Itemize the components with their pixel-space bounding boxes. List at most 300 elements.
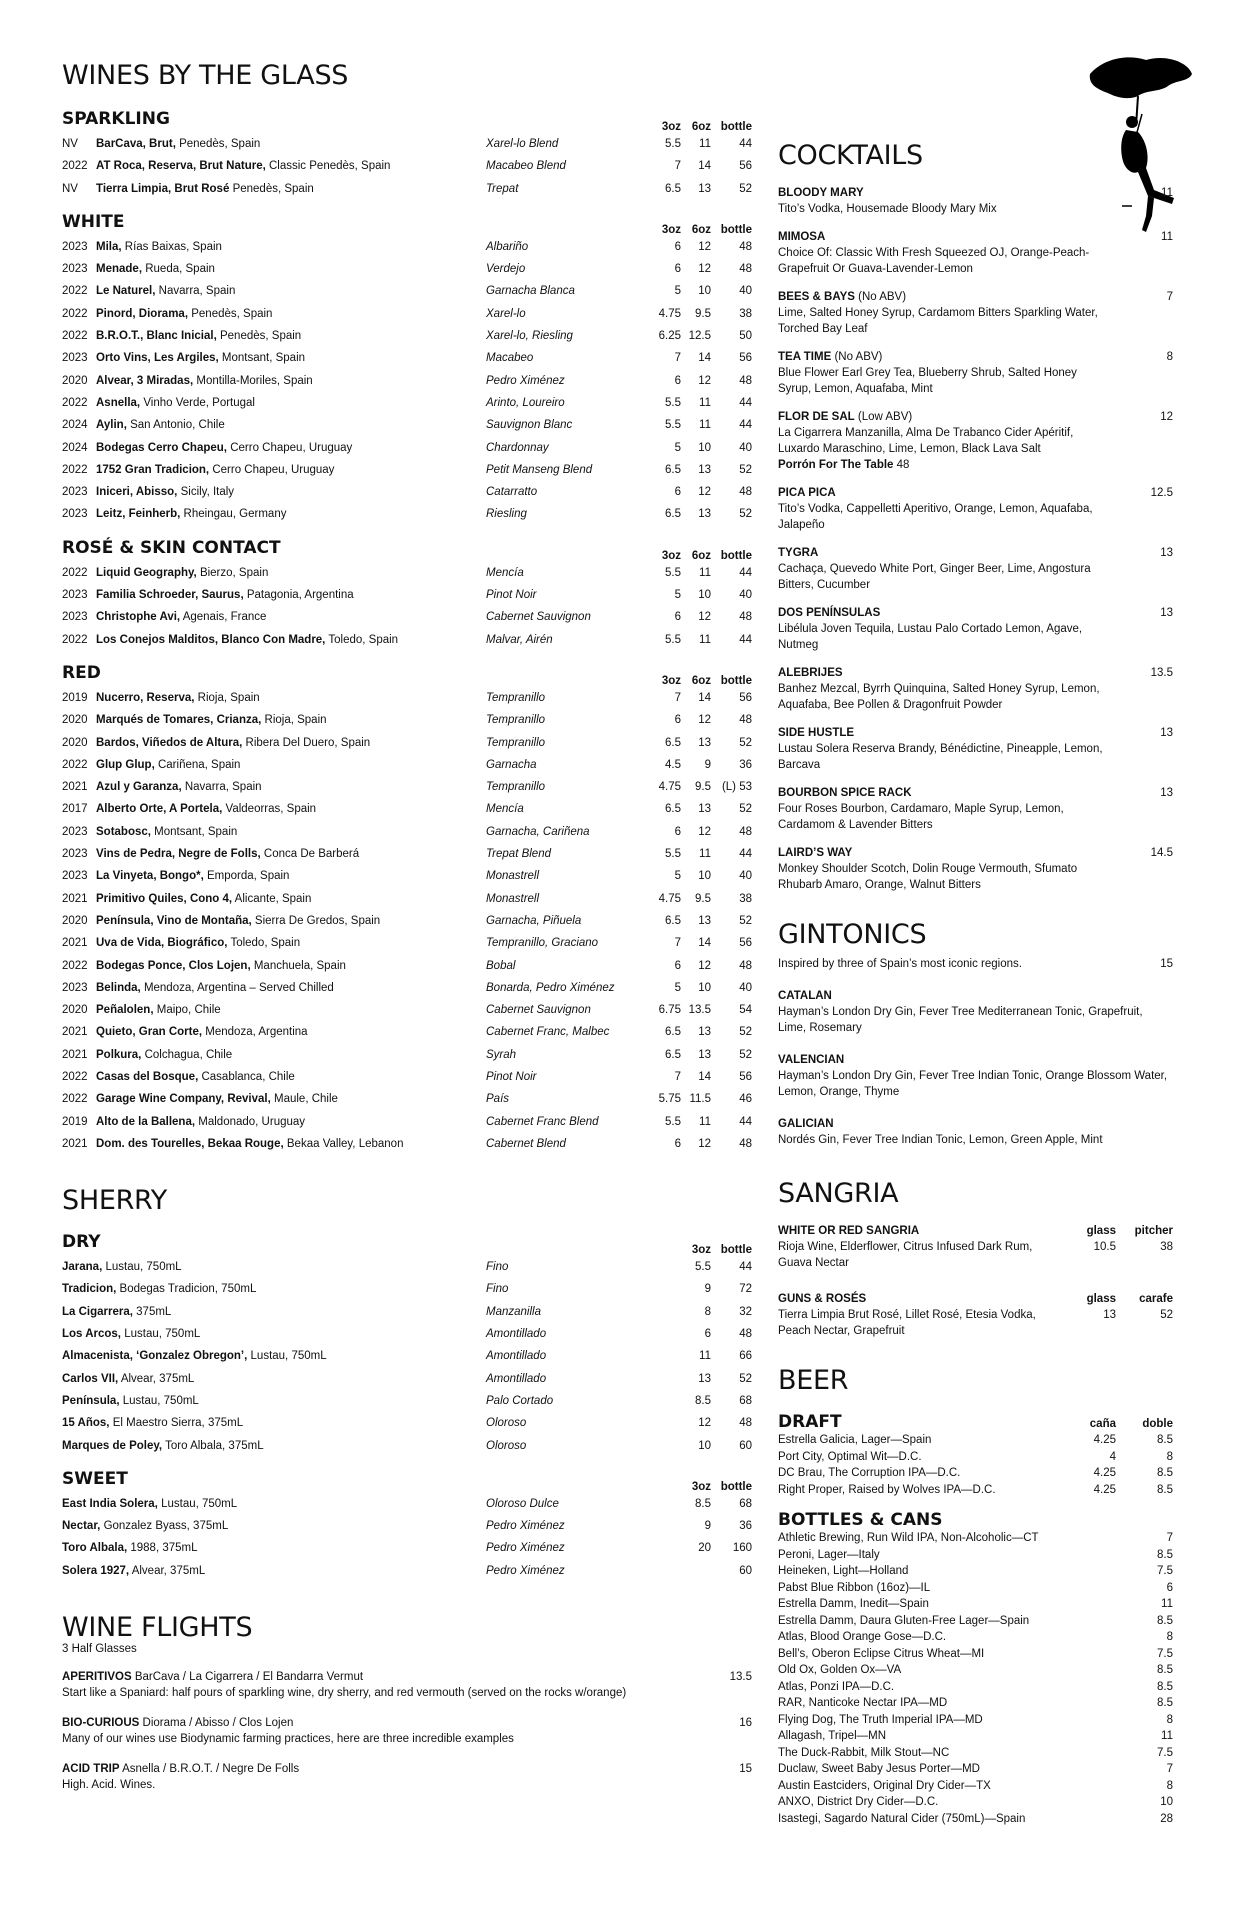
cocktail-item <box>778 605 1173 653</box>
cocktail-title-line <box>778 785 1113 801</box>
wine-region: Mendoza, Argentina <box>205 1026 308 1039</box>
beer-price: 11 <box>1161 1598 1173 1610</box>
price-col-header: 3oz <box>691 1480 711 1493</box>
price-6oz: 13 <box>698 914 711 927</box>
wine-grape: Tempranillo <box>486 714 546 727</box>
bottle-row <box>778 1778 1173 1795</box>
sangria-price-glass: 13 <box>1103 1309 1116 1321</box>
price-cana: 4 <box>1109 1450 1116 1463</box>
wine-region: Penedès, Spain <box>219 330 302 343</box>
sangria-price-glass: 10.5 <box>1093 1241 1116 1253</box>
wine-row <box>62 910 752 932</box>
wine-vintage: 2020 <box>62 714 88 727</box>
sangria-price-large: 52 <box>1160 1309 1173 1321</box>
gintonic-item <box>778 1052 1173 1100</box>
price-bottle: 48 <box>739 825 752 838</box>
price-bottle: 56 <box>739 937 752 950</box>
sherry-style: Amontillado <box>486 1372 547 1385</box>
wine-region: Penedès, Spain <box>191 307 273 320</box>
sherry-name-cell <box>62 1560 205 1582</box>
wine-name-cell <box>96 1133 403 1155</box>
cocktail-title-line <box>778 845 1113 861</box>
price-6oz: 11 <box>699 848 711 861</box>
wine-vintage: 2022 <box>62 160 88 173</box>
beer-name: DC Brau, The Corruption IPA—D.C. <box>778 1467 961 1479</box>
price-bottle: 48 <box>739 611 752 624</box>
cocktail-name: BLOODY MARY <box>778 187 864 199</box>
price-bottle: 48 <box>739 1417 752 1430</box>
wine-row <box>62 606 752 628</box>
wine-name-cell <box>96 437 352 459</box>
sherry-detail: 375mL <box>136 1305 172 1318</box>
wine-grape: Cabernet Franc, Malbec <box>486 1026 610 1039</box>
wine-row <box>62 370 752 392</box>
beer-name: Port City, Optimal Wit—D.C. <box>778 1450 922 1463</box>
beer-price: 7.5 <box>1157 1746 1173 1759</box>
cocktail-name: SIDE HUSTLE <box>778 727 855 739</box>
price-6oz: 12 <box>698 611 711 624</box>
price-bottle: (L) 53 <box>721 781 752 794</box>
price-6oz: 12 <box>698 486 711 499</box>
wine-region: Valdeorras, Spain <box>225 803 317 816</box>
right-column <box>778 60 1173 1827</box>
wine-region: Maldonado, Uruguay <box>198 1115 306 1128</box>
wine-section-title: SPARKLING <box>62 109 170 129</box>
price-3oz: 5 <box>674 981 681 994</box>
wine-grape: Bonarda, Pedro Ximénez <box>486 981 615 994</box>
sherry-row <box>62 1278 752 1300</box>
sherry-detail: Lustau, 750mL <box>161 1497 238 1510</box>
wine-row <box>62 155 752 177</box>
cocktail-desc: Four Roses Bourbon, Cardamaro, Maple Syrup, Lemon, Cardamom & Lavender Bitters <box>778 803 1064 831</box>
bottle-row <box>778 1563 1173 1580</box>
wine-name-cell <box>96 977 334 999</box>
sherry-row <box>62 1390 752 1412</box>
wine-name: Península, Vino de Montaña, <box>96 914 252 927</box>
bottle-row <box>778 1629 1173 1646</box>
wine-region: Rheingau, Germany <box>183 508 287 521</box>
wine-grape: Tempranillo <box>486 691 546 704</box>
wine-name: Polkura, <box>96 1048 142 1061</box>
price-bottle: 56 <box>739 160 752 173</box>
wine-name-cell <box>96 155 390 177</box>
wine-section-header <box>62 212 752 236</box>
wine-section-title: RED <box>62 662 101 683</box>
sherry-row <box>62 1435 752 1457</box>
price-6oz: 11 <box>699 396 711 409</box>
price-bottle: 44 <box>739 633 752 646</box>
wine-grape: Bobal <box>486 959 516 972</box>
price-3oz: 5.75 <box>658 1093 681 1106</box>
bottle-row <box>778 1794 1173 1811</box>
sherry-name-cell <box>62 1493 237 1515</box>
beer-price: 8 <box>1166 1631 1173 1643</box>
price-3oz: 5.5 <box>665 633 681 646</box>
price-6oz: 12.5 <box>688 330 711 343</box>
price-doble: 8.5 <box>1157 1483 1173 1496</box>
wine-name: Menade, <box>96 263 143 276</box>
gintonic-name: CATALAN <box>778 990 832 1002</box>
wine-name-cell <box>96 1066 295 1088</box>
wine-name: Casas del Bosque, <box>96 1070 199 1083</box>
cocktail-desc: Banhez Mezcal, Byrrh Quinquina, Salted Honey Syrup, Lemon, Aquafaba, Bee Pollen & Dragonfruit Powder <box>778 683 1100 711</box>
beer-price: 7 <box>1166 1763 1173 1775</box>
wine-name: Liquid Geography, <box>96 566 197 579</box>
wine-vintage: 2021 <box>62 781 88 794</box>
draft-row <box>778 1449 1173 1466</box>
wine-region: San Antonio, Chile <box>130 419 225 432</box>
price-col-header: 3oz <box>661 549 681 562</box>
wine-row <box>62 178 752 200</box>
price-cana: 4.25 <box>1093 1483 1116 1496</box>
price-bottle: 44 <box>739 848 752 861</box>
wine-name-cell <box>96 865 289 887</box>
price-3oz: 5.5 <box>665 566 681 579</box>
wine-name-cell <box>96 325 301 347</box>
cocktail-item <box>778 289 1173 337</box>
beer-name: Estrella Damm, Daura Gluten-Free Lager—Spain <box>778 1614 1030 1627</box>
wine-name-cell <box>96 370 313 392</box>
price-3oz: 6.25 <box>658 330 681 343</box>
wine-vintage: 2017 <box>62 803 88 816</box>
price-3oz: 7 <box>674 691 681 704</box>
wine-name: 1752 Gran Tradicion, <box>96 463 210 476</box>
sherry-detail: Toro Albala, 375mL <box>165 1439 264 1452</box>
wine-name: Alto de la Ballena, <box>96 1115 196 1128</box>
price-6oz: 10 <box>698 285 711 298</box>
price-6oz: 10 <box>698 441 711 454</box>
price-6oz: 13 <box>698 1026 711 1039</box>
cocktail-extra <box>778 457 1113 473</box>
bottle-row <box>778 1745 1173 1762</box>
wine-row <box>62 280 752 302</box>
wine-grape: Macabeo <box>486 352 534 365</box>
wine-row <box>62 776 752 798</box>
gintonic-item <box>778 1116 1173 1148</box>
price-3oz: 10 <box>698 1439 711 1452</box>
wines-title: WINES BY THE GLASS <box>62 60 349 91</box>
wine-region: Patagonia, Argentina <box>246 589 354 602</box>
wine-row <box>62 459 752 481</box>
price-bottle: 60 <box>739 1439 752 1452</box>
bottle-row <box>778 1712 1173 1729</box>
cocktail-price: 7 <box>1166 291 1173 303</box>
wine-region: Navarra, Spain <box>158 285 236 298</box>
cocktail-name: TYGRA <box>778 547 819 559</box>
wine-vintage: 2024 <box>62 441 88 454</box>
price-3oz: 13 <box>698 1372 711 1385</box>
wine-grape: Petit Manseng Blend <box>486 463 593 476</box>
price-6oz: 11.5 <box>689 1093 711 1106</box>
price-3oz: 5 <box>674 285 681 298</box>
cocktail-desc: Lustau Solera Reserva Brandy, Bénédictine, Pineapple, Lemon, Barcava <box>778 743 1103 771</box>
sherry-name-cell <box>62 1368 194 1390</box>
price-6oz: 9 <box>704 758 711 771</box>
cocktail-desc: Cachaça, Quevedo White Port, Ginger Beer, Lime, Angostura Bitters, Cucumber <box>778 563 1091 591</box>
sherry-row <box>62 1560 752 1582</box>
draft-list <box>778 1432 1173 1498</box>
wine-name: Los Conejos Malditos, Blanco Con Madre, <box>96 633 326 646</box>
price-6oz: 10 <box>698 981 711 994</box>
cocktail-price: 13 <box>1160 727 1173 739</box>
price-bottle: 52 <box>739 736 752 749</box>
wine-grape: Cabernet Sauvignon <box>486 611 591 624</box>
flights-title: WINE FLIGHTS <box>62 1612 253 1644</box>
beer-name: Atlas, Ponzi IPA—D.C. <box>778 1680 895 1693</box>
beer-price: 28 <box>1160 1812 1173 1825</box>
cocktail-title-line <box>778 545 1113 561</box>
flight-desc: Start like a Spaniard: half pours of sparkling wine, dry sherry, and red vermouth (served on the rocks w/orange) <box>62 1687 627 1700</box>
beer-name: Isastegi, Sagardo Natural Cider (750mL)—Spain <box>778 1812 1026 1825</box>
wine-grape: Monastrell <box>486 870 540 883</box>
beer-name: Pabst Blue Ribbon (16oz)—IL <box>778 1581 931 1594</box>
price-3oz: 8.5 <box>695 1394 711 1407</box>
wine-vintage: 2022 <box>62 307 88 320</box>
price-3oz: 4.75 <box>658 781 681 794</box>
wine-name-cell <box>96 843 359 865</box>
price-3oz: 9 <box>704 1520 711 1533</box>
wine-row <box>62 1088 752 1110</box>
wine-sections <box>62 109 752 1155</box>
wine-region: Cariñena, Spain <box>157 758 241 771</box>
price-bottle: 48 <box>739 240 752 253</box>
price-3oz: 6 <box>674 374 681 387</box>
wine-region: Penedès, Spain <box>232 182 314 195</box>
wine-region: Rioja, Spain <box>264 714 327 727</box>
price-doble: 8.5 <box>1157 1467 1173 1479</box>
wine-vintage: 2023 <box>62 352 88 365</box>
wine-grape: Garnacha Blanca <box>486 285 575 298</box>
beer-price: 10 <box>1160 1796 1173 1808</box>
sherry-name: Tradicion, <box>62 1283 117 1296</box>
wine-grape: Riesling <box>486 508 527 521</box>
wine-region: Rueda, Spain <box>145 263 215 276</box>
wine-region: Rías Baixas, Spain <box>124 240 222 253</box>
sherry-name: Marques de Poley, <box>62 1439 163 1452</box>
beer-name: Atlas, Blood Orange Gose—D.C. <box>778 1631 947 1643</box>
price-bottle: 160 <box>732 1542 752 1555</box>
price-doble: 8.5 <box>1157 1434 1173 1446</box>
wine-region: Classic Penedès, Spain <box>269 160 391 173</box>
beer-name: Athletic Brewing, Run Wild IPA, Non-Alcoholic—CT <box>778 1532 1039 1544</box>
wine-vintage: NV <box>62 182 78 195</box>
wine-name: Alberto Orte, A Portela, <box>96 803 223 816</box>
price-3oz: 5 <box>674 589 681 602</box>
sherry-detail: Lustau, 750mL <box>250 1350 327 1363</box>
price-6oz: 12 <box>698 825 711 838</box>
draft-row <box>778 1482 1173 1499</box>
wine-grape: Garnacha, Piñuela <box>486 914 582 927</box>
sherry-row <box>62 1412 752 1434</box>
wine-grape: Xarel-lo Blend <box>486 138 559 150</box>
wine-vintage: 2022 <box>62 1070 88 1083</box>
wine-region: Conca De Barberá <box>263 848 360 861</box>
sherry-name: Almacenista, ‘Gonzalez Obregon’, <box>62 1350 248 1363</box>
cocktail-item <box>778 785 1173 833</box>
sherry-name: 15 Años, <box>62 1417 110 1430</box>
bottle-row <box>778 1580 1173 1597</box>
wine-grape: Syrah <box>486 1048 517 1061</box>
cocktail-price: 8 <box>1166 351 1173 363</box>
wine-name: Iniceri, Abisso, <box>96 486 178 499</box>
wine-name: Christophe Avi, <box>96 611 181 624</box>
wine-vintage: 2020 <box>62 374 88 387</box>
wine-region: Rioja, Spain <box>197 691 260 704</box>
wine-name: Nucerro, Reserva, <box>96 691 195 704</box>
price-bottle: 32 <box>739 1305 752 1318</box>
wine-vintage: 2021 <box>62 892 88 905</box>
wine-name-cell <box>96 955 346 977</box>
wine-row <box>62 584 752 606</box>
wine-region: Maipo, Chile <box>156 1004 221 1017</box>
flight-desc: Many of our wines use Biodynamic farming practices, here are three incredible examples <box>62 1733 514 1746</box>
wine-name-cell <box>96 414 225 436</box>
bottles-header <box>778 1508 1173 1530</box>
cocktail-title-line <box>778 289 1113 305</box>
wine-region: Agenais, France <box>182 611 267 624</box>
sherry-style: Oloroso <box>486 1439 527 1452</box>
wine-grape: Albariño <box>486 240 529 253</box>
price-3oz: 6 <box>674 486 681 499</box>
wine-name: Belinda, <box>96 981 141 994</box>
cocktail-name: MIMOSA <box>778 231 826 243</box>
wine-row <box>62 303 752 325</box>
price-bottle: 40 <box>739 870 752 883</box>
wine-row <box>62 932 752 954</box>
wine-name-cell <box>96 1044 232 1066</box>
wine-name: Garage Wine Company, Revival, <box>96 1093 271 1106</box>
cocktail-item <box>778 545 1173 593</box>
flight-line <box>62 1715 752 1731</box>
sherry-name: Solera 1927, <box>62 1564 130 1577</box>
beer-name: RAR, Nanticoke Nectar IPA—MD <box>778 1697 948 1709</box>
wine-vintage: 2023 <box>62 486 88 499</box>
wine-vintage: 2023 <box>62 589 88 602</box>
sherry-title: SHERRY <box>62 1185 167 1217</box>
sherry-name: Península, <box>62 1394 120 1407</box>
wine-row <box>62 1044 752 1066</box>
gintonic-desc: Nordés Gin, Fever Tree Indian Tonic, Lemon, Green Apple, Mint <box>778 1134 1103 1146</box>
price-3oz: 6 <box>674 240 681 253</box>
wine-row <box>62 1021 752 1043</box>
gintonics-list <box>778 988 1173 1148</box>
sherry-detail: Alvear, 375mL <box>131 1564 206 1577</box>
price-3oz: 6.5 <box>665 508 681 521</box>
cocktail-price: 11 <box>1161 231 1173 243</box>
flight-desc: High. Acid. Wines. <box>62 1779 156 1792</box>
beer-price: 7.5 <box>1157 1647 1173 1660</box>
price-col-header: bottle <box>720 549 752 562</box>
cocktail-desc: Libélula Joven Tequila, Lustau Palo Cortado Lemon, Agave, Nutmeg <box>778 623 1083 651</box>
price-6oz: 11 <box>699 419 711 432</box>
wine-grape: Malvar, Airén <box>486 633 553 646</box>
draft-header <box>778 1410 1173 1432</box>
flight-item <box>62 1715 752 1747</box>
wine-row <box>62 133 752 155</box>
wine-name-cell <box>96 481 234 503</box>
sherry-detail: Lustau, 750mL <box>122 1394 199 1407</box>
sherry-sections <box>62 1232 752 1582</box>
cocktail-price: 11 <box>1161 187 1173 199</box>
price-bottle: 38 <box>739 307 752 320</box>
price-bottle: 52 <box>739 508 752 521</box>
price-6oz: 11 <box>699 633 711 646</box>
wine-vintage: 2022 <box>62 566 88 579</box>
price-col-header: 3oz <box>691 1244 711 1257</box>
beer-price: 8 <box>1166 1779 1173 1792</box>
sherry-section-title: DRY <box>62 1232 101 1253</box>
price-3oz: 7 <box>674 1070 681 1083</box>
wine-vintage: 2019 <box>62 691 88 704</box>
price-6oz: 13 <box>698 463 711 476</box>
wine-vintage: 2023 <box>62 508 88 521</box>
price-bottle: 52 <box>739 1026 752 1039</box>
price-3oz: 6 <box>704 1328 711 1341</box>
wine-row <box>62 999 752 1021</box>
cocktail-desc: Blue Flower Earl Grey Tea, Blueberry Shrub, Salted Honey Syrup, Lemon, Aquafaba, Mint <box>778 367 1077 395</box>
sherry-detail: Gonzalez Byass, 375mL <box>103 1520 229 1533</box>
wine-name: Azul y Garanza, <box>96 781 182 794</box>
price-bottle: 52 <box>739 1372 752 1385</box>
gintonics-intro: Inspired by three of Spain’s most iconic regions. <box>778 958 1022 970</box>
wine-name-cell <box>96 133 260 155</box>
sherry-style: Pedro Ximénez <box>486 1542 565 1555</box>
draft-row <box>778 1465 1173 1482</box>
beer-price: 8.5 <box>1157 1680 1173 1693</box>
wine-name: Asnella, <box>96 396 141 409</box>
cocktail-title-line <box>778 485 1113 501</box>
price-bottle: 44 <box>739 396 752 409</box>
wine-name-cell <box>96 1088 338 1110</box>
price-6oz: 14 <box>698 352 711 365</box>
price-bottle: 66 <box>739 1350 752 1363</box>
sherry-section-title: SWEET <box>62 1468 128 1489</box>
wine-grape: Verdejo <box>486 263 526 276</box>
sherry-style: Amontillado <box>486 1328 547 1341</box>
wine-name-cell <box>96 821 237 843</box>
wine-row <box>62 687 752 709</box>
sangria-name: WHITE OR RED SANGRIA <box>778 1225 920 1237</box>
cocktail-item <box>778 665 1173 713</box>
wine-row <box>62 392 752 414</box>
cocktails-title: COCKTAILS <box>778 140 923 171</box>
sangria-item <box>778 1291 1173 1339</box>
price-bottle: 48 <box>739 1137 752 1150</box>
wine-name: Leitz, Feinherb, <box>96 508 181 521</box>
wine-grape: Macabeo Blend <box>486 160 566 173</box>
cocktail-item <box>778 409 1173 473</box>
price-6oz: 13 <box>698 508 711 521</box>
wine-name-cell <box>96 392 255 414</box>
beer-name: Flying Dog, The Truth Imperial IPA—MD <box>778 1713 983 1726</box>
beer-name: Estrella Damm, Inedit—Spain <box>778 1598 929 1610</box>
wine-grape: Cabernet Franc Blend <box>486 1115 599 1128</box>
price-6oz: 13 <box>698 803 711 816</box>
cocktail-desc: Lime, Salted Honey Syrup, Cardamom Bitters Sparkling Water, Torched Bay Leaf <box>778 307 1098 335</box>
cocktail-price: 12 <box>1160 411 1173 423</box>
price-6oz: 9.5 <box>695 892 711 905</box>
wine-grape: Xarel-lo <box>486 307 526 320</box>
beer-price: 7 <box>1166 1532 1173 1544</box>
wine-region: Montilla-Moriles, Spain <box>196 374 313 387</box>
bottle-row <box>778 1596 1173 1613</box>
beer-name: Estrella Galicia, Lager—Spain <box>778 1434 932 1446</box>
wine-row <box>62 709 752 731</box>
cocktail-name: TEA TIME <box>778 351 832 363</box>
price-3oz: 6.5 <box>665 1026 681 1039</box>
bottle-row <box>778 1728 1173 1745</box>
sherry-row <box>62 1368 752 1390</box>
